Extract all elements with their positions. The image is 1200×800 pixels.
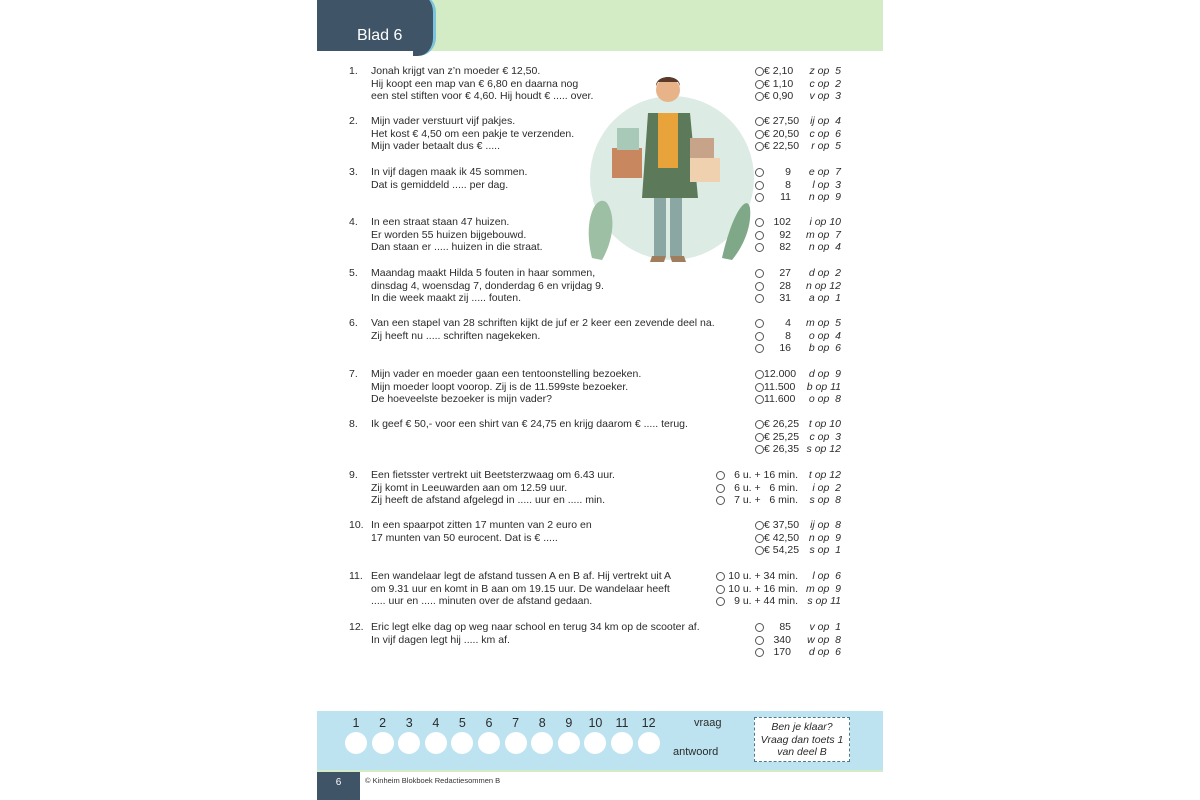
answer-circle[interactable] <box>611 732 633 754</box>
answer-grid-number: 5 <box>458 716 466 730</box>
answer-option[interactable] <box>317 418 883 431</box>
answer-option[interactable] <box>317 532 883 545</box>
option-value: 340 <box>773 633 791 646</box>
answer-option[interactable] <box>317 381 883 394</box>
radio-button[interactable] <box>755 370 764 379</box>
option-value: 6 u. + 16 min. <box>734 469 798 481</box>
question-line: Van een stapel van 28 schriften kijkt de juf er 2 keer een zevende deel na. <box>371 317 715 329</box>
answer-option[interactable] <box>317 595 883 608</box>
question-line: Mijn vader verstuurt vijf pakjes. <box>371 115 516 127</box>
radio-button[interactable] <box>755 534 764 543</box>
question-number: 1. <box>349 65 358 77</box>
question-line: In een straat staan 47 huizen. <box>371 216 510 228</box>
option-value: 31 <box>779 292 791 305</box>
question-line: een stel stiften voor € 4,60. Hij houdt € ..... over. <box>371 90 594 103</box>
header-banner <box>425 0 883 51</box>
option-value: € 42,50 <box>764 531 800 544</box>
radio-button[interactable] <box>755 395 764 404</box>
option-value: 6 u. + 6 min. <box>734 481 798 494</box>
answer-grid-number: 3 <box>405 716 413 730</box>
option-code: i op 10 <box>809 216 841 228</box>
option-code: n op 9 <box>808 531 841 544</box>
question-line: Een wandelaar legt de afstand tussen A en B af. Hij vertrekt uit A <box>371 570 672 582</box>
question-line: Eric legt elke dag op weg naar school en terug 34 km op de scooter af. <box>371 621 700 633</box>
option-code: ij op 4 <box>810 115 841 127</box>
option-code: m op 5 <box>805 317 841 329</box>
done-line: van deel B <box>777 746 827 758</box>
question-line: Mijn vader en moeder gaan een tentoonstelling bezoeken. <box>371 368 642 380</box>
answer-option[interactable] <box>317 469 883 482</box>
option-value: 28 <box>779 279 791 292</box>
radio-button[interactable] <box>755 445 764 454</box>
answer-option[interactable] <box>317 317 883 330</box>
answer-circle[interactable] <box>638 732 660 754</box>
question-line: Zij heeft de afstand afgelegd in ..... uur en ..... min. <box>371 494 606 507</box>
option-value: 170 <box>773 646 791 659</box>
option-code: r op 5 <box>811 140 841 153</box>
option-code: s op 8 <box>809 494 841 507</box>
option-code: s op 1 <box>809 544 841 557</box>
answer-option[interactable] <box>317 280 883 293</box>
answer-grid-number: 6 <box>485 716 493 730</box>
radio-button[interactable] <box>755 648 764 657</box>
option-value: € 1,10 <box>764 77 794 90</box>
option-value: 85 <box>779 621 791 633</box>
answer-grid-number: 1 <box>352 716 360 730</box>
option-code: c op 3 <box>809 430 841 443</box>
option-code: v op 3 <box>809 90 841 103</box>
radio-button[interactable] <box>755 546 764 555</box>
option-code: ij op 8 <box>810 519 841 531</box>
question-line: Er worden 55 huizen bijgebouwd. <box>371 228 527 241</box>
question-line: Dat is gemiddeld ..... per dag. <box>371 178 509 191</box>
question-line: Jonah krijgt van z’n moeder € 12,50. <box>371 65 541 77</box>
question-line: 17 munten van 50 eurocent. Dat is € ..... <box>371 531 558 544</box>
radio-button[interactable] <box>755 433 764 442</box>
question-number: 4. <box>349 216 358 228</box>
answer-option[interactable] <box>317 570 883 583</box>
option-code: n op 9 <box>808 191 841 204</box>
option-value: 92 <box>779 228 791 241</box>
answer-circle[interactable] <box>558 732 580 754</box>
option-value: 11.600 <box>764 393 796 406</box>
option-code: m op 7 <box>805 228 841 241</box>
option-code: s op 12 <box>806 443 841 456</box>
option-code: l op 6 <box>812 570 841 582</box>
radio-button[interactable] <box>755 294 764 303</box>
answer-option[interactable] <box>317 431 883 444</box>
option-code: o op 8 <box>808 393 841 406</box>
option-code: o op 4 <box>808 329 841 342</box>
radio-button[interactable] <box>755 420 764 429</box>
footer-divider <box>317 770 883 772</box>
option-code: a op 1 <box>808 292 841 305</box>
radio-button[interactable] <box>716 597 725 606</box>
radio-button[interactable] <box>755 332 764 341</box>
option-code: t op 10 <box>808 418 841 430</box>
option-code: w op 8 <box>807 633 841 646</box>
question-number: 10. <box>349 519 364 531</box>
radio-button[interactable] <box>755 521 764 530</box>
question-line: Maandag maakt Hilda 5 fouten in haar sommen, <box>371 267 596 279</box>
option-value: 9 u. + 44 min. <box>734 595 798 608</box>
option-value: 10 u. + 16 min. <box>728 582 798 595</box>
radio-button[interactable] <box>755 344 764 353</box>
answer-grid-number: 7 <box>512 716 520 730</box>
question-line: Mijn vader betaalt dus € ..... <box>371 140 500 153</box>
copyright-text: © Kinheim Blokboek Redactiesommen B <box>365 776 501 785</box>
answer-option[interactable] <box>317 393 883 406</box>
answer-option[interactable] <box>317 292 883 305</box>
page-number: 6 <box>317 772 360 800</box>
question-number: 11. <box>349 570 363 582</box>
answer-option[interactable] <box>317 519 883 532</box>
question-number: 7. <box>349 368 358 380</box>
option-code: c op 6 <box>809 127 841 140</box>
answer-option[interactable] <box>317 482 883 495</box>
question-line: Mijn moeder loopt voorop. Zij is de 11.599ste bezoeker. <box>371 380 629 393</box>
question-line: In vijf dagen legt hij ..... km af. <box>371 633 510 646</box>
answer-grid-number: 9 <box>565 716 573 730</box>
answer-grid-number: 10 <box>588 716 603 730</box>
radio-button[interactable] <box>755 623 764 632</box>
answer-option[interactable] <box>317 621 883 634</box>
answer-grid-number: 11 <box>615 716 629 730</box>
option-code: d op 6 <box>808 646 841 659</box>
answer-circle[interactable] <box>478 732 500 754</box>
option-code: m op 9 <box>805 582 841 595</box>
radio-button[interactable] <box>755 319 764 328</box>
radio-button[interactable] <box>716 471 725 480</box>
option-value: 102 <box>773 216 791 228</box>
question-number: 9. <box>349 469 358 481</box>
radio-button[interactable] <box>716 572 725 581</box>
option-code: t op 12 <box>808 469 841 481</box>
option-code: d op 2 <box>808 267 841 279</box>
answer-option[interactable] <box>317 330 883 343</box>
option-value: € 26,25 <box>764 418 800 430</box>
option-value: € 2,10 <box>764 65 794 77</box>
option-value: € 37,50 <box>764 519 800 531</box>
answer-option[interactable] <box>317 634 883 647</box>
question-line: dinsdag 4, woensdag 7, donderdag 6 en vrijdag 9. <box>371 279 604 292</box>
option-value: € 26,35 <box>764 443 800 456</box>
radio-button[interactable] <box>755 282 764 291</box>
question-line: Het kost € 4,50 om een pakje te verzenden. <box>371 127 575 140</box>
radio-button[interactable] <box>716 496 725 505</box>
question-line: Zij heeft nu ..... schriften nagekeken. <box>371 329 541 342</box>
option-code: c op 2 <box>809 77 841 90</box>
question-line: Ik geef € 50,- voor een shirt van € 24,75 en krijg daarom € ..... terug. <box>371 418 688 430</box>
option-value: 27 <box>779 267 791 279</box>
option-code: e op 7 <box>808 166 841 178</box>
option-value: 4 <box>785 317 791 329</box>
option-value: 8 <box>785 178 791 191</box>
answer-option[interactable] <box>317 494 883 507</box>
question-number: 5. <box>349 267 358 279</box>
answer-circle[interactable] <box>425 732 447 754</box>
option-value: € 20,50 <box>764 127 800 140</box>
option-code: v op 1 <box>809 621 841 633</box>
question-line: Hij koopt een map van € 6,80 en daarna nog <box>371 77 579 90</box>
option-value: € 54,25 <box>764 544 800 557</box>
option-value: 11.500 <box>764 380 796 393</box>
question-number: 3. <box>349 166 358 178</box>
option-value: 12.000 <box>764 368 797 380</box>
question-line: Een fietsster vertrekt uit Beetsterzwaag om 6.43 uur. <box>371 469 615 481</box>
vraag-label: vraag <box>694 717 722 729</box>
option-value: € 25,25 <box>764 430 800 443</box>
worksheet-page <box>317 0 883 800</box>
option-code: b op 6 <box>808 342 841 355</box>
antwoord-label: antwoord <box>673 746 719 758</box>
answer-grid-number: 12 <box>641 716 656 730</box>
option-value: 82 <box>779 241 791 254</box>
option-value: 7 u. + 6 min. <box>734 494 798 507</box>
answer-option[interactable] <box>317 583 883 596</box>
question-number: 12. <box>349 621 364 633</box>
question-line: In vijf dagen maak ik 45 sommen. <box>371 166 528 178</box>
radio-button[interactable] <box>755 636 764 645</box>
man-with-boxes-illustration <box>572 68 757 273</box>
radio-button[interactable] <box>716 484 725 493</box>
done-line: Vraag dan toets 1 <box>760 733 844 746</box>
answer-grid-number: 4 <box>432 716 440 730</box>
done-line: Ben je klaar? <box>771 721 833 733</box>
answer-grid-number: 2 <box>379 716 387 730</box>
question-number: 8. <box>349 418 358 430</box>
option-code: l op 3 <box>812 178 841 191</box>
question-line: Dan staan er ..... huizen in die straat. <box>371 241 543 254</box>
answer-circle[interactable] <box>372 732 394 754</box>
option-value: 9 <box>785 166 791 178</box>
answer-option[interactable] <box>317 544 883 557</box>
done-notice-box <box>754 717 850 762</box>
option-code: i op 2 <box>812 481 841 494</box>
answer-option[interactable] <box>317 368 883 381</box>
option-value: 8 <box>785 329 791 342</box>
option-value: € 0,90 <box>764 90 794 103</box>
option-code: b op 11 <box>806 380 841 393</box>
sheet-title: Blad 6 <box>357 27 403 44</box>
question-line: ..... uur en ..... minuten over de afstand gedaan. <box>371 595 593 608</box>
question-line: Zij komt in Leeuwarden aan om 12.59 uur. <box>371 481 568 494</box>
answer-option[interactable] <box>317 443 883 456</box>
radio-button[interactable] <box>755 383 764 392</box>
radio-button[interactable] <box>716 585 725 594</box>
answer-option[interactable] <box>317 342 883 355</box>
answer-circle[interactable] <box>345 732 367 754</box>
option-value: € 27,50 <box>764 115 800 127</box>
answer-option[interactable] <box>317 646 883 659</box>
question-line: In een spaarpot zitten 17 munten van 2 euro en <box>371 519 592 531</box>
option-code: s op 11 <box>807 595 841 608</box>
question-number: 6. <box>349 317 358 329</box>
question-line: De hoeveelste bezoeker is mijn vader? <box>371 393 552 406</box>
option-value: 16 <box>779 342 791 355</box>
option-value: € 22,50 <box>764 140 800 153</box>
question-line: om 9.31 uur en komt in B aan om 19.15 uur. De wandelaar heeft <box>371 582 670 595</box>
option-value: 11 <box>780 191 791 204</box>
answer-circle[interactable] <box>505 732 527 754</box>
option-value: 10 u. + 34 min. <box>728 570 798 582</box>
option-code: n op 4 <box>808 241 841 254</box>
answer-grid-number: 8 <box>538 716 546 730</box>
option-code: d op 9 <box>808 368 841 380</box>
question-line: In die week maakt zij ..... fouten. <box>371 292 521 305</box>
option-code: n op 12 <box>805 279 841 292</box>
option-code: z op 5 <box>809 65 841 77</box>
question-number: 2. <box>349 115 358 127</box>
header-curve-decoration <box>413 0 436 56</box>
